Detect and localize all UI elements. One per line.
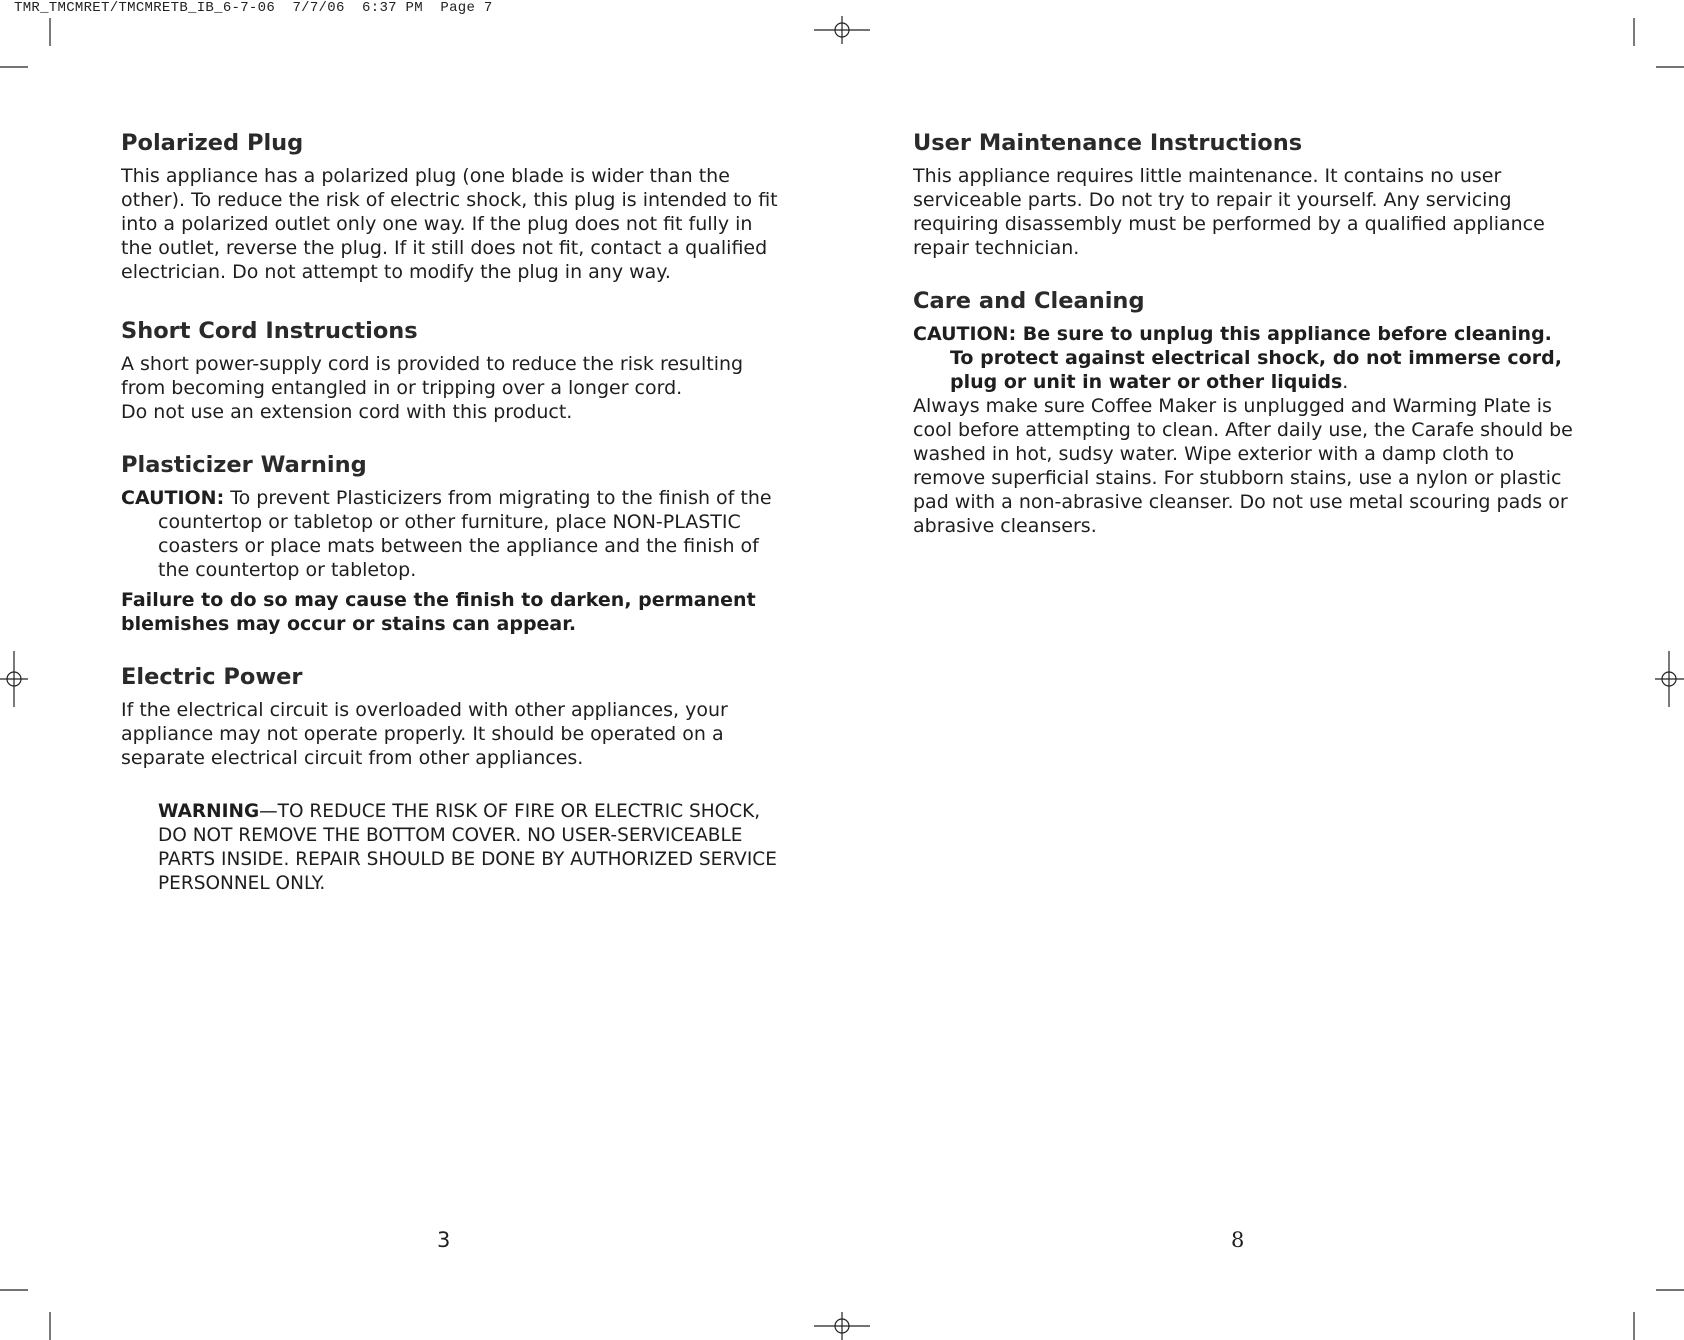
warning-text: —TO REDUCE THE RISK OF FIRE OR ELECTRIC SHOCK, DO NOT REMOVE THE BOTTOM COVER. NO USER-SERVICEABLE PARTS INSIDE. REPAIR SHOULD BE DONE BY AUTHORIZED SERVICE PERSONNEL ONLY. [158,801,777,894]
section-heading: Short Cord Instructions [121,318,418,344]
section-heading: Care and Cleaning [913,288,1145,314]
right-page-column [913,128,1573,564]
caution-label: CAUTION: [121,487,225,509]
section-plasticizer-warning [121,450,781,636]
warning-label: WARNING [158,801,260,822]
section-body: This appliance requires little maintenance. It contains no user serviceable parts. Do not try to repair it yourself. Any servicing requiring disassembly must be performed by a qualified appliance repair technician. [913,165,1545,259]
section-heading: User Maintenance Instructions [913,130,1303,156]
section-user-maintenance [913,128,1573,260]
section-body: This appliance has a polarized plug (one blade is wider than the other). To reduce the risk of electric shock, this plug is intended to fit into a polarized outlet only one way. If the plug does not fit fully in the outlet, reverse the plug. If it still does not fit, contact a qualified electrician. Do not attempt to modify the plug in any way. [121,165,778,283]
page-number-right: 8 [1231,1228,1245,1252]
print-slug: TMR_TMCMRET/TMCMRETB_IB_6-7-06 7/7/06 6:37 PM Page 7 [14,0,493,16]
section-care-cleaning [913,286,1573,538]
registration-mark-top [814,16,870,44]
left-page-column [121,128,781,922]
section-body-extra: Do not use an extension cord with this product. [121,401,573,423]
section-body: A short power-supply cord is provided to reduce the risk resulting from becoming entangled in or tripping over a longer cord. [121,353,744,399]
section-electric-power [121,662,781,896]
section-short-cord [121,316,781,424]
caution-paragraph [121,486,781,582]
caution-paragraph [913,322,1573,394]
caution-end: . [1342,371,1349,393]
warning-paragraph [121,800,781,896]
caution-bold-text: CAUTION: Be sure to unplug this appliance before cleaning. To protect against electrical shock, do not immerse cord, plug or unit in water or other liquids [913,323,1562,393]
bold-note: Failure to do so may cause the finish to darken, permanent blemishes may occur or stains can appear. [121,589,756,635]
registration-mark-right [1655,651,1684,707]
section-heading: Plasticizer Warning [121,452,367,478]
page-number-left: 3 [437,1228,451,1252]
section-heading: Polarized Plug [121,130,304,156]
section-body: If the electrical circuit is overloaded with other appliances, your appliance may not operate properly. It should be operated on a separate electrical circuit from other appliances. [121,699,728,769]
registration-mark-bottom [814,1312,870,1340]
section-polarized-plug [121,128,781,284]
section-body: Always make sure Coffee Maker is unplugged and Warming Plate is cool before attempting to clean. After daily use, the Carafe should be washed in hot, sudsy water. Wipe exterior with a damp cloth to remove superficial stains. For stubborn stains, use a nylon or plastic pad with a non-abrasive cleanser. Do not use metal scouring pads or abrasive cleansers. [913,395,1573,537]
caution-text: To prevent Plasticizers from migrating to the finish of the countertop or tabletop or other furniture, place NON-PLASTIC coasters or place mats between the appliance and the finish of the countertop or tabletop. [158,487,772,581]
section-heading: Electric Power [121,664,303,690]
registration-mark-left [0,651,28,707]
